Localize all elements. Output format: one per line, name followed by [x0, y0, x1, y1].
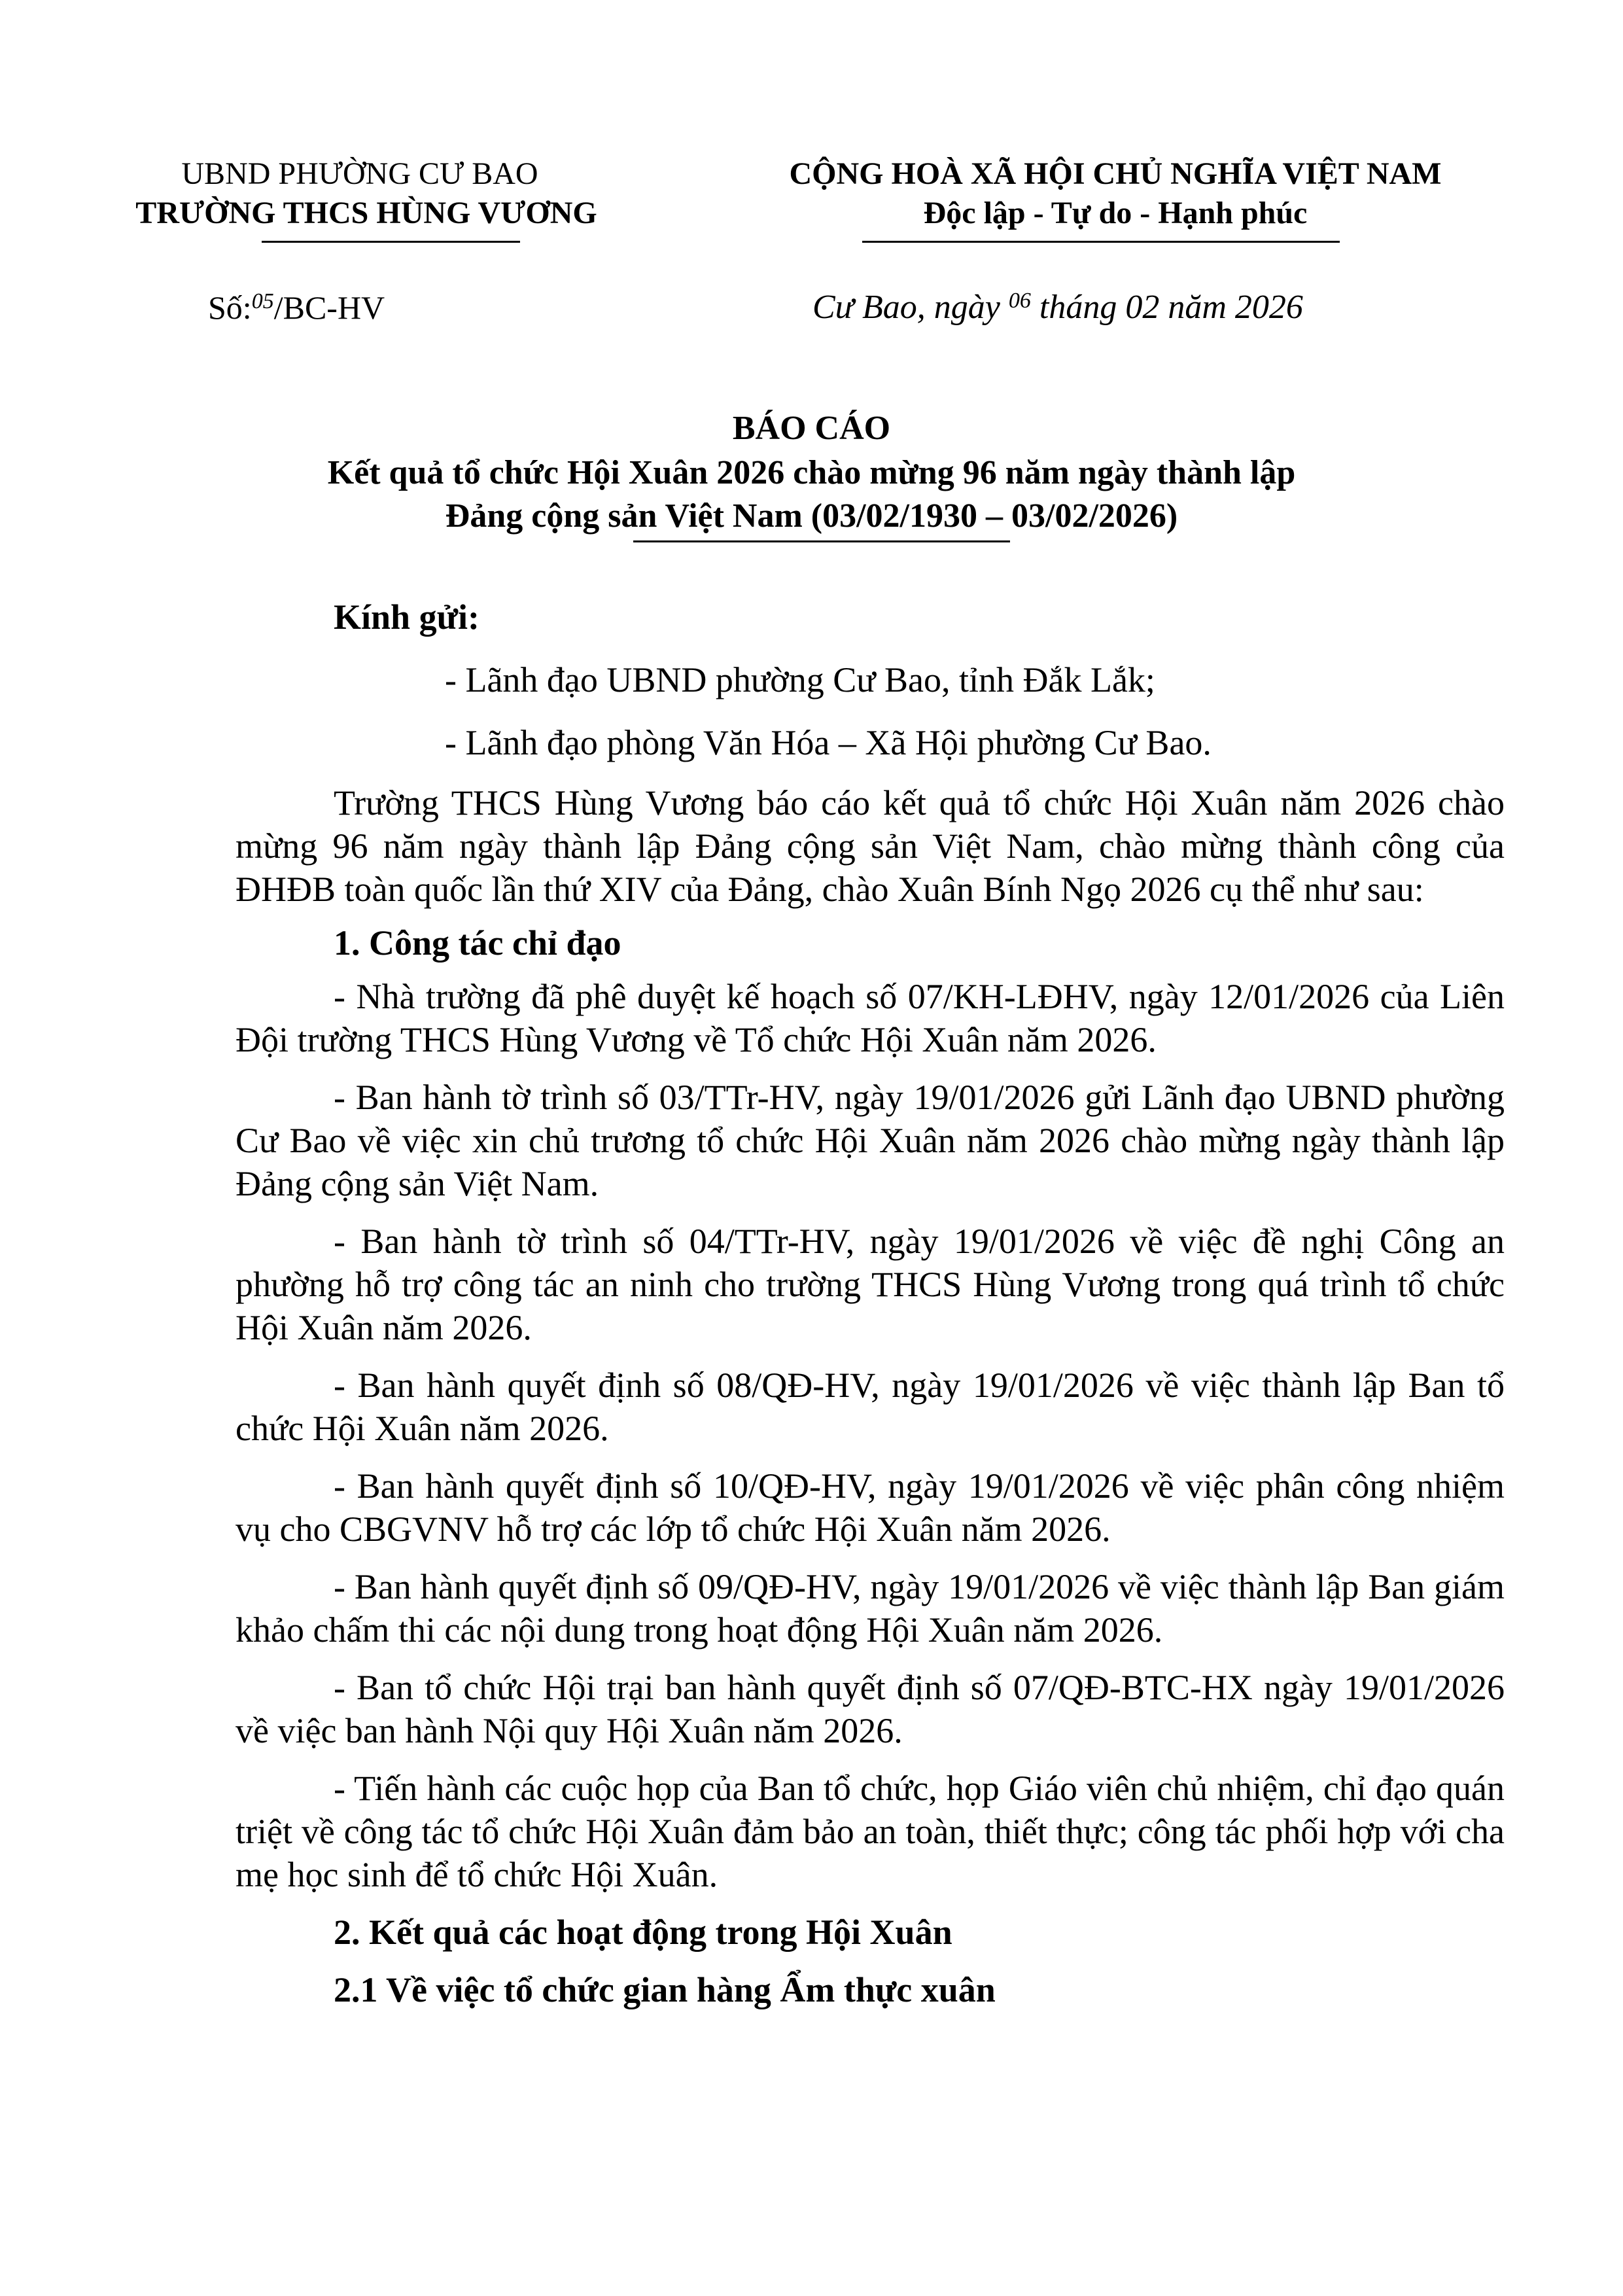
motto-underline [862, 241, 1340, 243]
recipient-item: - Lãnh đạo phòng Văn Hóa – Xã Hội phường Cư Bao. [445, 723, 1212, 762]
document-body [236, 595, 1505, 2011]
directive-item: - Ban hành tờ trình số 03/TTr-HV, ngày 19/01/2026 gửi Lãnh đạo UBND phường Cư Bao về việc xin chủ trương tổ chức Hội Xuân năm 2026 chào mừng ngày thành lập Đảng cộng sản Việt Nam. [236, 1078, 1505, 1203]
document-number [208, 288, 385, 332]
report-type-title: BÁO CÁO [732, 410, 891, 447]
title-underline [633, 540, 1010, 542]
org-name: TRƯỜNG THCS HÙNG VƯƠNG [135, 196, 597, 230]
country-name: CỘNG HOÀ XÃ HỘI CHỦ NGHĨA VIỆT NAM [789, 156, 1442, 191]
date-day-handwritten: 06 [1008, 289, 1031, 313]
doc-no-handwritten: 05 [251, 289, 274, 313]
directive-item: - Ban hành quyết định số 08/QĐ-HV, ngày 19/01/2026 về việc thành lập Ban tổ chức Hội Xuân năm 2026. [236, 1366, 1505, 1448]
org-parent: UBND PHƯỜNG CƯ BAO [181, 156, 538, 191]
intro-paragraph: Trường THCS Hùng Vương báo cáo kết quả tổ chức Hội Xuân năm 2026 chào mừng 96 năm ngày thành lập Đảng cộng sản Việt Nam, chào mừng thành công của ĐHĐB toàn quốc lần thứ XIV của Đảng, chào Xuân Bính Ngọ 2026 cụ thể như sau: [236, 783, 1505, 909]
directive-item: - Tiến hành các cuộc họp của Ban tổ chức, họp Giáo viên chủ nhiệm, chỉ đạo quán triệt về công tác tổ chức Hội Xuân đảm bảo an toàn, thiết thực; công tác phối hợp với cha mẹ học sinh để tổ chức Hội Xuân. [236, 1769, 1505, 1894]
motto: Độc lập - Tự do - Hạnh phúc [923, 196, 1308, 230]
directive-item: - Ban tổ chức Hội trại ban hành quyết định số 07/QĐ-BTC-HX ngày 19/01/2026 về việc ban hành Nội quy Hội Xuân năm 2026. [236, 1668, 1505, 1750]
report-subject-line-1: Kết quả tổ chức Hội Xuân 2026 chào mừng 96 năm ngày thành lập [327, 454, 1296, 491]
date-prefix: Cư Bao, ngày [812, 289, 1009, 326]
document-date [812, 288, 1303, 331]
date-suffix: tháng 02 năm 2026 [1030, 289, 1303, 326]
org-name-underline [262, 241, 520, 243]
doc-no-suffix: /BC-HV [273, 289, 385, 326]
section-2-1-heading: 2.1 Về việc tổ chức gian hàng Ẩm thực xuân [334, 1970, 996, 2009]
report-subject-line-2: Đảng cộng sản Việt Nam (03/02/1930 – 03/02/2026) [445, 497, 1178, 535]
directive-item: - Ban hành tờ trình số 04/TTr-HV, ngày 19/01/2026 về việc đề nghị Công an phường hỗ trợ công tác an ninh cho trường THCS Hùng Vương trong quá trình tổ chức Hội Xuân năm 2026. [236, 1222, 1505, 1347]
section-1-heading: 1. Công tác chỉ đạo [334, 923, 621, 963]
recipient-item: - Lãnh đạo UBND phường Cư Bao, tỉnh Đắk Lắk; [445, 660, 1155, 699]
doc-no-prefix: Số: [208, 289, 252, 326]
directive-item: - Ban hành quyết định số 10/QĐ-HV, ngày 19/01/2026 về việc phân công nhiệm vụ cho CBGVNV hỗ trợ các lớp tổ chức Hội Xuân năm 2026. [236, 1466, 1505, 1549]
recipients-label: Kính gửi: [334, 597, 480, 637]
directive-item: - Nhà trường đã phê duyệt kế hoạch số 07/KH-LĐHV, ngày 12/01/2026 của Liên Đội trường THCS Hùng Vương về Tổ chức Hội Xuân năm 2026. [236, 977, 1505, 1059]
section-2-heading: 2. Kết quả các hoạt động trong Hội Xuân [334, 1913, 952, 1952]
directive-item: - Ban hành quyết định số 09/QĐ-HV, ngày 19/01/2026 về việc thành lập Ban giám khảo chấm thi các nội dung trong hoạt động Hội Xuân năm 2026. [236, 1567, 1505, 1650]
